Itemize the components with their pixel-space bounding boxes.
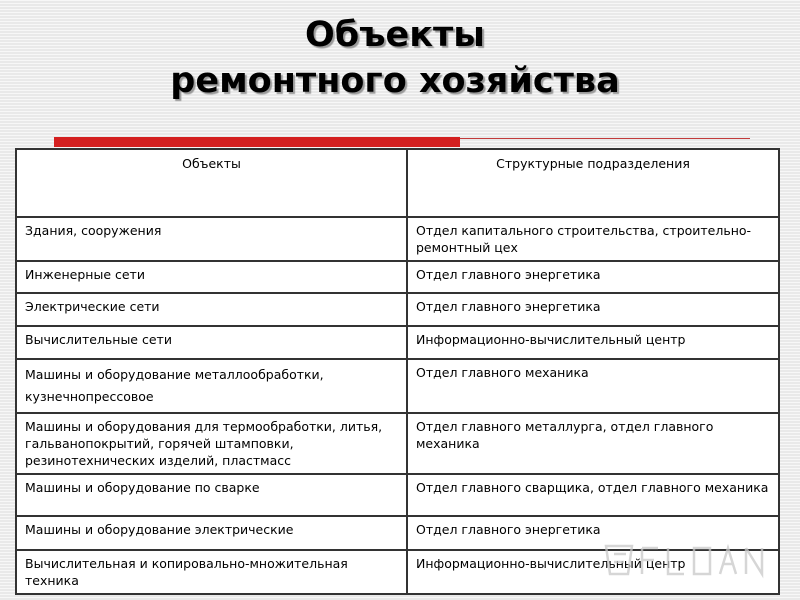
object-cell: Машины и оборудование металлообработки, кузнечнопрессовое [16,359,407,413]
table-row [16,359,779,413]
table-row [16,326,779,359]
repair-objects-table [15,148,780,595]
title-accent-bar [54,137,460,147]
table-row [16,474,779,516]
header-divisions: Структурные подразделения [407,149,779,217]
slide-title-line-1: Объекты [305,15,485,55]
table-row [16,261,779,293]
division-cell: Отдел главного металлурга, отдел главного механика [407,413,779,474]
faded-watermark [602,540,768,580]
table-row [16,293,779,326]
division-cell: Отдел главного энергетика [407,293,779,326]
division-cell: Отдел капитального строительства, строительно-ремонтный цех [407,217,779,261]
object-cell: Инженерные сети [16,261,407,293]
table-row [16,217,779,261]
division-cell: Информационно-вычислительный центр [407,326,779,359]
object-cell: Здания, сооружения [16,217,407,261]
object-cell: Электрические сети [16,293,407,326]
division-cell: Отдел главного энергетика [407,516,779,550]
header-objects: Объекты [16,149,407,217]
object-cell: Вычислительные сети [16,326,407,359]
division-cell: Отдел главного механика [407,359,779,413]
division-cell: Информационно-вычислительный центр [407,550,779,594]
object-cell: Машины и оборудование электрические [16,516,407,550]
object-cell: Машины и оборудования для термообработки, литья, гальванопокрытий, горячей штамповки, резинотехнических изделий, пластмасс [16,413,407,474]
object-cell: Машины и оборудование по сварке [16,474,407,516]
division-cell: Отдел главного энергетика [407,261,779,293]
table-header-row [16,149,779,217]
table-row [16,413,779,474]
slide-title-line-2: ремонтного хозяйства [170,61,620,101]
object-cell: Вычислительная и копировально-множительная техника [16,550,407,594]
title-accent-line [460,138,750,139]
division-cell: Отдел главного сварщика, отдел главного механика [407,474,779,516]
